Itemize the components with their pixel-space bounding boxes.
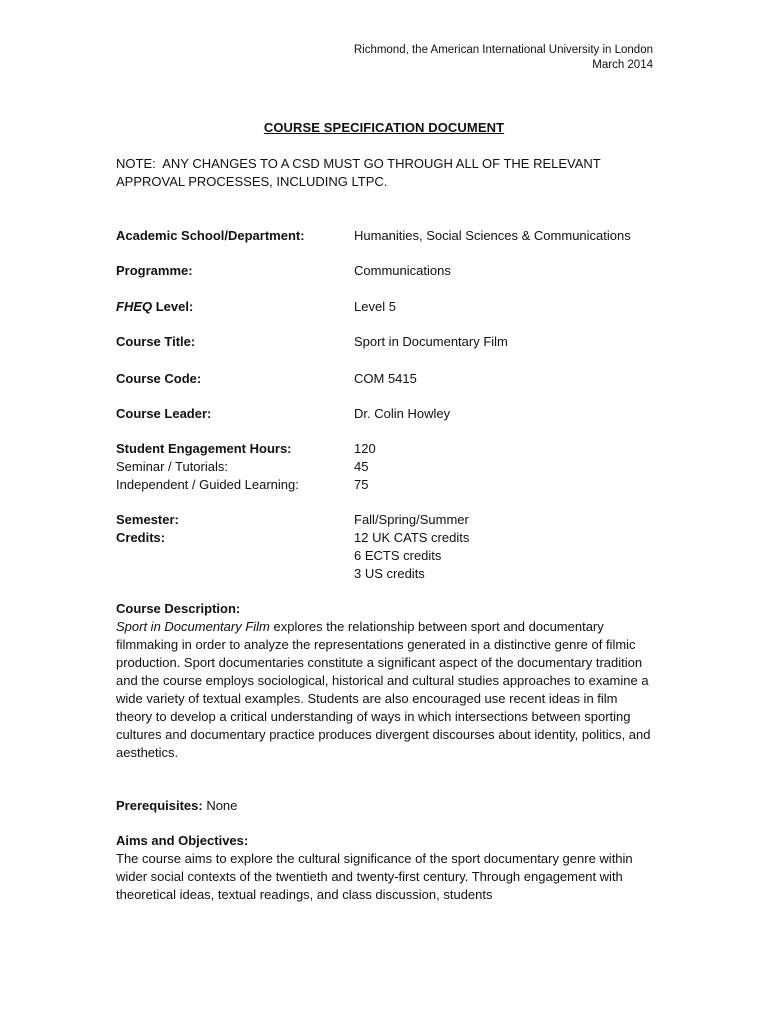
document-header (354, 43, 653, 73)
seminar-label: Seminar / Tutorials: (116, 459, 228, 474)
course-description-body: explores the relationship between sport and documentary filmmaking in order to analyze the representations generated in a distinctive genre of filmic production. Sport documentaries constitute a significant aspect of the documentary tradition and the course employs sociological, historical and cultural studies approaches to examine a wide variety of textual examples. Students are also encouraged use recent ideas in film theory to develop a critical understanding of ways in which intersections between sporting cultures and documentary practice produces divergent discourses about identity, politics, and aesthetics. (116, 619, 651, 760)
aims-text: The course aims to explore the cultural significance of the sport documentary genre within wider social contexts of the twentieth and twenty-first century. Through engagement with theoretical ideas, textual readings, and class discussion, students (116, 851, 633, 902)
prerequisites-label: Prerequisites: (116, 798, 203, 813)
course-description-section (116, 600, 656, 762)
aims-heading: Aims and Objectives: (116, 833, 249, 848)
course-title-value: Sport in Documentary Film (354, 334, 508, 349)
note-text: ANY CHANGES TO A CSD MUST GO THROUGH ALL OF THE RELEVANT APPROVAL PROCESSES, INCLUDING LTPC. (116, 156, 601, 189)
course-code-value: COM 5415 (354, 371, 417, 386)
school-label: Academic School/Department: (116, 228, 305, 243)
note-paragraph (116, 155, 656, 191)
credits-ects: 6 ECTS credits (354, 548, 442, 563)
school-value: Humanities, Social Sciences & Communications (354, 228, 631, 243)
engagement-hours-label: Student Engagement Hours: (116, 441, 292, 456)
credits-uk: 12 UK CATS credits (354, 530, 470, 545)
document-date: March 2014 (592, 59, 653, 71)
course-description-text (116, 618, 656, 762)
semester-label: Semester: (116, 512, 179, 527)
course-leader-value: Dr. Colin Howley (354, 406, 451, 421)
note-label: NOTE: (116, 156, 156, 171)
course-name-italic: Sport in Documentary Film (116, 619, 270, 634)
seminar-value: 45 (354, 459, 369, 474)
credits-values (354, 529, 469, 583)
programme-label: Programme: (116, 263, 193, 278)
semester-value: Fall/Spring/Summer (354, 512, 469, 527)
aims-section (116, 832, 656, 904)
course-code-label: Course Code: (116, 371, 202, 386)
fheq-label (116, 298, 193, 316)
independent-value: 75 (354, 477, 369, 492)
credits-label: Credits: (116, 530, 166, 545)
fheq-label-italic: FHEQ (116, 299, 153, 314)
independent-label: Independent / Guided Learning: (116, 477, 299, 492)
institution-name: Richmond, the American International University in London (353, 44, 653, 56)
fheq-value: Level 5 (354, 299, 396, 314)
course-title-label: Course Title: (116, 334, 196, 349)
document-title: COURSE SPECIFICATION DOCUMENT (263, 120, 505, 135)
prerequisites-section (116, 797, 656, 815)
fheq-label-rest: Level: (152, 299, 194, 314)
prerequisites-value: None (202, 798, 238, 813)
credits-us: 3 US credits (354, 566, 425, 581)
course-leader-label: Course Leader: (116, 406, 212, 421)
programme-value: Communications (354, 263, 451, 278)
course-description-heading: Course Description: (116, 601, 241, 616)
engagement-hours-value: 120 (354, 441, 376, 456)
